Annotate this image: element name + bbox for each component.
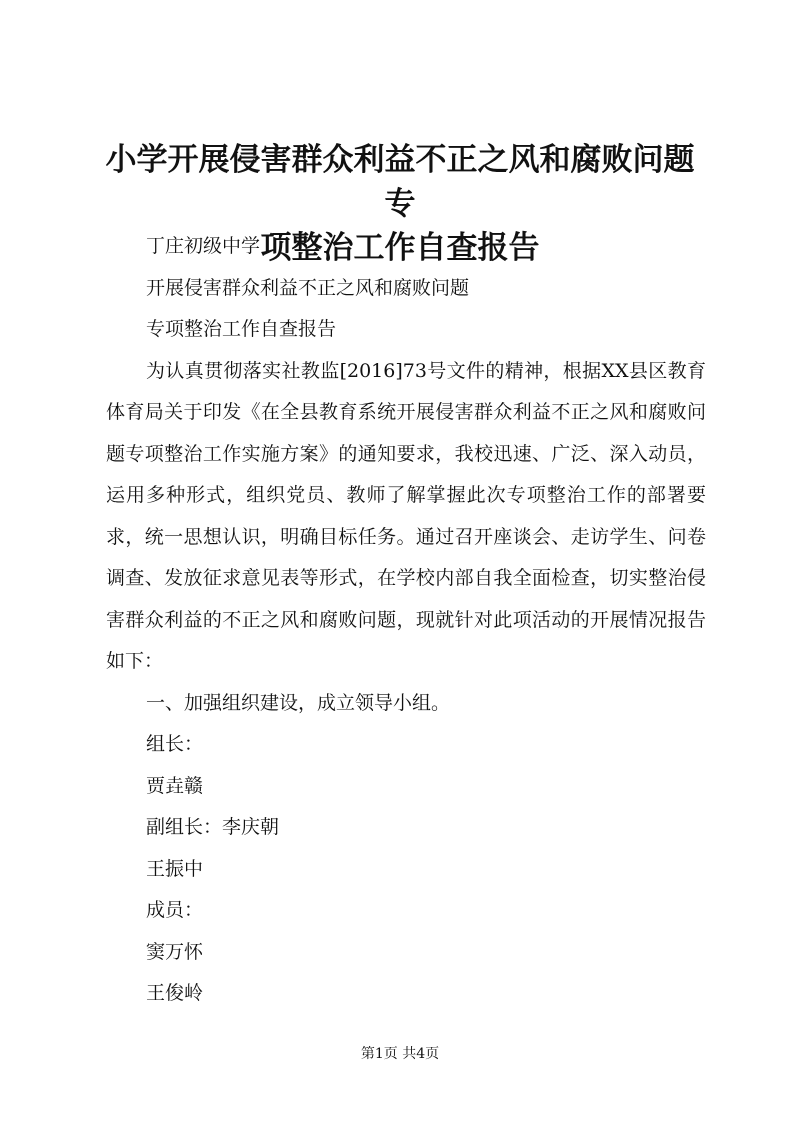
subtitle-line-1: 开展侵害群众利益不正之风和腐败问题 [146, 276, 470, 299]
member-name: 王俊岭 [146, 982, 204, 1004]
section-heading-1: 一、加强组织建设，成立领导小组。 [146, 691, 451, 714]
leader-name: 贾垚赣 [146, 774, 204, 797]
member-name: 窦万怀 [146, 940, 204, 963]
title-line-2: 项整治工作自查报告 [260, 230, 540, 266]
leader-label: 组长： [146, 733, 204, 755]
document-body [106, 226, 706, 1015]
subtitle-line-2: 专项整治工作自查报告 [146, 318, 337, 340]
school-name: 丁庄初级中学 [146, 235, 261, 257]
page-footer: 第1页 共4页 [360, 1046, 440, 1062]
members-label: 成员： [146, 899, 204, 921]
deputy-leader-2: 王振中 [146, 857, 204, 880]
title-line-1: 小学开展侵害群众利益不正之风和腐败问题专 [105, 142, 695, 222]
deputy-leader: 副组长：李庆朝 [146, 816, 280, 838]
intro-paragraph: 为认真贯彻落实社教监[2016]73号文件的精神，根据XX县区教育体育局关于印发《在全县教育系统开展侵害群众利益不正之风和腐败问题专项整治工作实施方案》的通知要求，我校迅速、广泛、深入动员，运用多种形式，组织党员、教师了解掌握此次专项整治工作的部署要求，统一思想认识，明确目标任务。通过召开座谈会、走访学生、问卷调查、发放征求意见表等形式，在学校内部自我全面检查，切实整治侵害群众利益的不正之风和腐败问题，现就针对此项活动的开展情况报告如下： [106, 359, 706, 672]
